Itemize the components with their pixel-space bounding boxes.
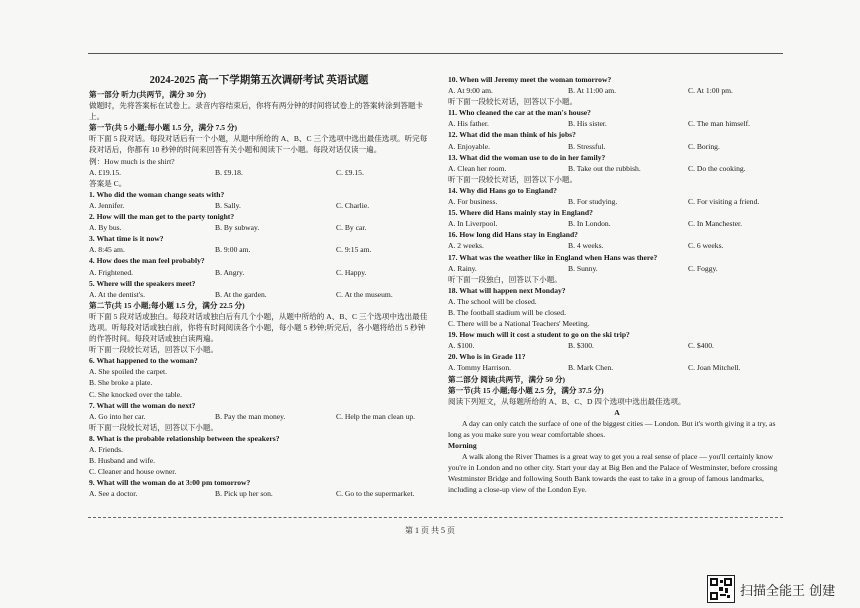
answer-options-row <box>448 118 786 129</box>
answer-option: B. Sally. <box>215 200 241 210</box>
answer-option: C. $400. <box>688 341 714 351</box>
text-line: C. Cleaner and house owner. <box>89 467 177 477</box>
answer-option: A. Jennifer. <box>89 200 125 210</box>
answer-option: B. At the garden. <box>215 289 267 299</box>
text-line: B. The football stadium will be closed. <box>448 307 566 317</box>
answer-option: B. Stressful. <box>568 141 606 151</box>
answer-option: C. 6 weeks. <box>688 241 724 251</box>
question-heading: 5. Where will the speakers meet? <box>89 278 196 288</box>
text-line: 答案是 C。 <box>89 178 127 188</box>
answer-option: A. See a doctor. <box>89 489 138 499</box>
answer-option: B. Pay the man money. <box>215 411 286 421</box>
qr-code-icon <box>707 575 735 603</box>
question-heading: 17. What was the weather like in England when Hans was there? <box>448 252 658 262</box>
question-heading: 15. Where did Hans mainly stay in England? <box>448 208 593 218</box>
question-heading: 2. How will the man get to the party tonight? <box>89 212 235 222</box>
answer-option: A. By bus. <box>89 223 122 233</box>
question-heading: 18. What will happen next Monday? <box>448 285 566 295</box>
answer-options-row <box>448 362 786 373</box>
text-line: B. She broke a plate. <box>89 378 153 388</box>
answer-option: A. 2 weeks. <box>448 241 484 251</box>
answer-options-row <box>89 411 429 422</box>
right-column <box>448 74 786 496</box>
answer-options-row <box>89 222 429 233</box>
text-line: A. She spoiled the carpet. <box>89 367 168 377</box>
answer-options-row <box>448 141 786 152</box>
answer-option: B. By subway. <box>215 223 260 233</box>
answer-option: A. At 9:00 am. <box>448 86 493 96</box>
question-heading: 19. How much will it cost a student to go on the ski trip? <box>448 330 630 340</box>
answer-option: A. In Liverpool. <box>448 219 498 229</box>
answer-option: B. Sunny. <box>568 263 598 273</box>
text-line: 听下面一段较长对话，回答以下小题。 <box>448 174 578 184</box>
answer-option: A. Rainy. <box>448 263 477 273</box>
answer-option: C. Help the man clean up. <box>336 411 416 421</box>
answer-option: B. £9.18. <box>215 167 243 177</box>
question-heading: 12. What did the man think of his jobs? <box>448 130 576 140</box>
answer-option: C. Joan Mitchell. <box>688 363 741 373</box>
answer-option: B. Pick up her son. <box>215 489 273 499</box>
answer-option: C. Go to the supermarket. <box>336 489 415 499</box>
top-rule <box>88 53 783 54</box>
text-paragraph: A walk along the River Thames is a great way to get you a real sense of place — you'll certainly know you're in London and no other city. Start your day at Big Ben and the Palace of Westminster, before crossing Westminster Bridge and following South Bank towards the east to take in a group of famous landmarks, including a close-up view of the London Eye. <box>448 452 778 495</box>
answer-options-row <box>448 340 786 351</box>
answer-options-row <box>448 196 786 207</box>
text-line: A. Friends. <box>89 445 123 454</box>
question-heading: 第一部分 听力(共两节，满分 30 分) <box>89 90 207 99</box>
answer-option: B. Angry. <box>215 267 245 277</box>
question-heading: 第一节(共 5 小题;每小题 1.5 分，满分 7.5 分) <box>89 123 238 133</box>
answer-option: A. $100. <box>448 341 475 351</box>
question-heading: 第二部分 阅读(共两节，满分 50 分) <box>448 374 566 384</box>
answer-options-row <box>89 200 429 211</box>
answer-option: A. At the dentist's. <box>89 289 145 299</box>
answer-option: C. At 1:00 pm. <box>688 86 733 96</box>
question-heading: 第一节(共 15 小题;每小题 2.5 分，满分 37.5 分) <box>448 385 604 395</box>
text-paragraph: 做题时，先将答案标在试卷上。录音内容结束后，你将有两分钟的时间将试卷上的答案转涂到答题卡上。 <box>89 101 424 122</box>
answer-options-row <box>448 263 786 274</box>
answer-option: C. Do the cooking. <box>688 163 746 173</box>
text-paragraph: 听下面 5 段对话或独白。每段对话或独白后有几个小题，从题中所给的 A、B、C 三个选项中选出最佳选项。听每段对话或独白前，你将有时间阅读各个小题，每小题 5 秒钟;听完后，各小题将给出 5 秒钟的作答时间。每段对话或独白读两遍。 <box>89 311 428 344</box>
answer-option: B. His sister. <box>568 119 607 129</box>
answer-option: A. Clean her room. <box>448 163 507 173</box>
answer-option: B. At 11:00 am. <box>568 86 617 96</box>
answer-options-row <box>448 163 786 174</box>
answer-option: B. Take out the rubbish. <box>568 163 641 173</box>
text-paragraph: A day can only catch the surface of one of the biggest cities — London. But it's worth giving it a try, as long as you make sure you wear comfortable shoes. <box>448 418 776 439</box>
text-paragraph: 听下面 5 段对话。每段对话后有一个小题，从题中所给的 A、B、C 三个选项中选出最佳选项。听完每段对话后，你都有 10 秒钟的时间来回答有关小题和阅读下一小题。每段对话仅读一遍。 <box>89 134 428 155</box>
answer-options-row <box>448 218 786 229</box>
question-heading: 7. What will the woman do next? <box>89 400 196 410</box>
left-column <box>89 74 429 499</box>
answer-option: B. In London. <box>568 219 611 229</box>
text-line: 听下面一段较长对话，回答以下小题。 <box>448 97 578 107</box>
question-heading: 13. What did the woman use to do in her family? <box>448 152 606 162</box>
question-heading: A <box>614 407 620 417</box>
bottom-rule <box>88 517 783 518</box>
answer-option: C. Charlie. <box>336 200 370 210</box>
answer-option: B. Mark Chen. <box>568 363 614 373</box>
answer-option: A. Go into her car. <box>89 411 146 421</box>
scanner-watermark: 扫描全能王 创建 <box>740 584 836 599</box>
question-heading: 14. Why did Hans go to England? <box>448 185 557 195</box>
answer-options-row <box>448 85 786 96</box>
answer-options-row <box>89 267 429 278</box>
answer-option: C. £9.15. <box>336 167 364 177</box>
question-heading: 11. Who cleaned the car at the man's house? <box>448 108 591 118</box>
answer-option: C. At the museum. <box>336 289 393 299</box>
answer-option: A. His father. <box>448 119 489 129</box>
text-line: 听下面一段独白，回答以下小题。 <box>448 274 562 284</box>
text-line: 阅读下列短文，从每题所给的 A、B、C、D 四个选项中选出最佳选项。 <box>448 396 686 406</box>
answer-option: C. The man himself. <box>688 119 751 129</box>
answer-option: C. Boring. <box>688 141 720 151</box>
question-heading: 9. What will the woman do at 3:00 pm tomorrow? <box>89 478 251 488</box>
question-heading: 第二节(共 15 小题;每小题 1.5 分，满分 22.5 分) <box>89 300 245 310</box>
answer-options-row <box>89 244 429 255</box>
answer-option: B. 9:00 am. <box>215 245 251 255</box>
answer-option: A. Frightened. <box>89 267 134 277</box>
answer-options-row <box>89 167 429 178</box>
answer-options-row <box>89 488 429 499</box>
question-heading: 6. What happened to the woman? <box>89 356 198 366</box>
answer-option: C. For visiting a friend. <box>688 197 760 207</box>
answer-option: B. 4 weeks. <box>568 241 604 251</box>
question-heading: 20. Who is in Grade 11? <box>448 352 526 362</box>
answer-option: A. For business. <box>448 197 498 207</box>
answer-option: A. 8:45 am. <box>89 245 125 255</box>
answer-options-row <box>89 289 429 300</box>
answer-option: A. Tommy Harrison. <box>448 363 512 373</box>
answer-option: A. £19.15. <box>89 167 122 177</box>
question-heading: 10. When will Jeremy meet the woman tomorrow? <box>448 75 612 84</box>
text-line: B. Husband and wife. <box>89 456 156 466</box>
text-line: 听下面一段较长对话，回答以下小题。 <box>89 422 219 432</box>
question-heading: 3. What time is it now? <box>89 234 164 244</box>
question-heading: 4. How does the man feel probably? <box>89 256 205 266</box>
answer-option: C. In Manchester. <box>688 219 742 229</box>
left-column-content <box>89 89 429 499</box>
answer-option: A. Enjoyable. <box>448 141 490 151</box>
question-heading: 1. Who did the woman change seats with? <box>89 189 225 199</box>
right-column-content <box>448 74 786 496</box>
text-line: 听下面一段较长对话，回答以下小题。 <box>89 345 219 355</box>
question-heading: 16. How long did Hans stay in England? <box>448 230 578 240</box>
question-heading: 8. What is the probable relationship between the speakers? <box>89 433 280 443</box>
text-line: A. The school will be closed. <box>448 296 537 306</box>
answer-option: B. For studying. <box>568 197 618 207</box>
text-line: C. There will be a National Teachers' Meeting. <box>448 319 590 329</box>
exam-title: 2024-2025 高一下学期第五次调研考试 英语试题 <box>149 75 369 86</box>
text-line: 例：How much is the shirt? <box>89 156 175 166</box>
text-line: C. She knocked over the table. <box>89 389 182 399</box>
answer-option: C. Happy. <box>336 267 367 277</box>
answer-option: C. By car. <box>336 223 367 233</box>
question-heading: Morning <box>448 441 477 451</box>
answer-options-row <box>448 240 786 251</box>
answer-option: C. 9:15 am. <box>336 245 372 255</box>
answer-option: B. $300. <box>568 341 594 351</box>
answer-option: C. Foggy. <box>688 263 718 273</box>
page-footer: 第 1 页 共 5 页 <box>405 526 455 535</box>
